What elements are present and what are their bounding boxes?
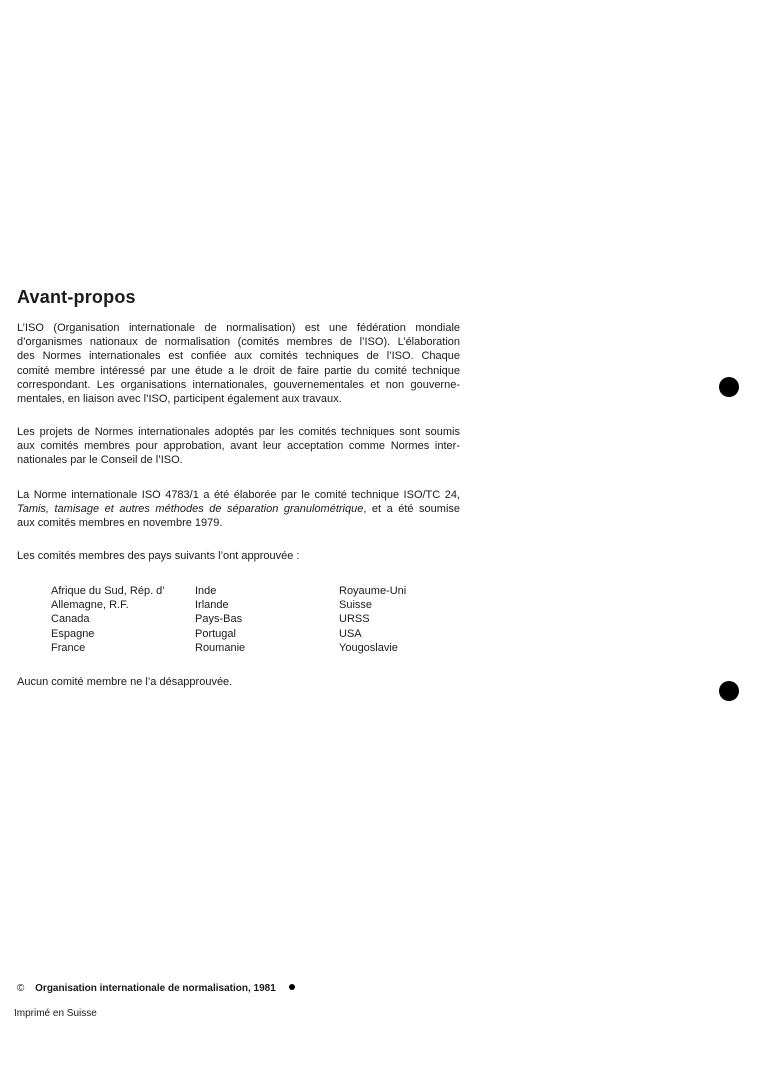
country-name: Pays-Bas (195, 613, 243, 626)
country-name: Espagne (51, 627, 95, 640)
text-line: La Norme internationale ISO 4783/1 a été élaborée par le comité technique ISO/TC 24, (17, 489, 460, 501)
country-name: Afrique du Sud, Rép. d’ (51, 585, 165, 597)
text-line: mentales, en liaison avec l’ISO, participent également aux travaux. (17, 393, 342, 406)
text-line: comité membre intéressé par une étude a le droit de faire partie du comité technique (17, 364, 460, 377)
text-line: des Normes internationales est confiée aux comités techniques de l’ISO. Chaque (17, 350, 460, 363)
country-name: Royaume-Uni (339, 585, 407, 597)
registration-dot-icon (719, 681, 739, 701)
text-line (17, 502, 460, 516)
country-name: USA (339, 627, 362, 640)
bullet-dot-icon (289, 984, 295, 990)
text-line: d’organismes nationaux de normalisation (comités membres de l’ISO). L’élaboration (17, 336, 460, 349)
disapproval-statement: Aucun comité membre ne l’a désapprouvée. (17, 676, 233, 688)
registration-dot-icon (719, 377, 739, 397)
copyright-line (17, 983, 295, 994)
country-name: Canada (51, 613, 90, 626)
approving-members-intro: Les comités membres des pays suivants l’ont approuvée : (17, 550, 300, 562)
country-name: Irlande (195, 599, 229, 612)
intro-paragraph (17, 321, 460, 406)
standard-origin-paragraph (17, 488, 460, 531)
text-line: L’ISO (Organisation internationale de normalisation) est une fédération mondiale (17, 322, 460, 334)
approval-process-paragraph (17, 425, 460, 468)
text-line: correspondant. Les organisations internationales, gouvernementales et non gouverne- (17, 378, 460, 391)
page-title: Avant-propos (17, 287, 136, 307)
country-name: Roumanie (195, 641, 246, 654)
copyright-symbol: © (17, 983, 25, 994)
text-line: nationales par le Conseil de l’ISO. (17, 454, 183, 467)
text-line: Les projets de Normes internationales adoptés par les comités techniques sont soumis (17, 426, 460, 438)
text-segment: , et a été soumise (363, 503, 461, 516)
text-line: aux comités membres pour approbation, avant leur acceptation comme Normes inter- (17, 440, 460, 453)
copyright-text: Organisation internationale de normalisation, 1981 (35, 983, 276, 994)
country-name: France (51, 641, 86, 654)
text-line: aux comités membres en novembre 1979. (17, 517, 223, 530)
committee-title: Tamis, tamisage et autres méthodes de séparation granulométrique (17, 503, 364, 516)
country-column (51, 584, 165, 655)
country-column (195, 584, 245, 655)
country-name: Inde (195, 585, 217, 597)
country-name: Portugal (195, 627, 236, 640)
country-name: Yougoslavie (339, 641, 398, 654)
country-name: Allemagne, R.F. (51, 599, 129, 612)
country-name: Suisse (339, 599, 373, 612)
country-column (339, 584, 406, 655)
country-name: URSS (339, 613, 370, 626)
printed-in-note: Imprimé en Suisse (14, 1008, 97, 1019)
